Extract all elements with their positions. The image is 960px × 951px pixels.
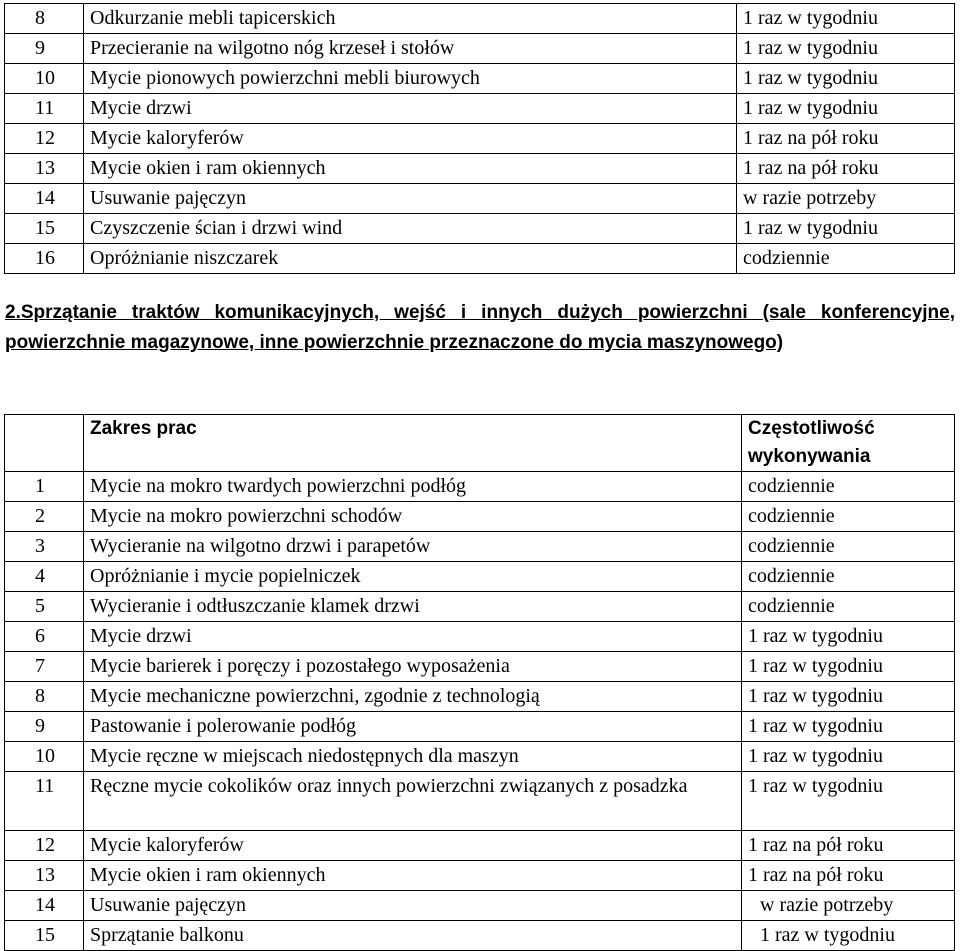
frequency-cell: 1 raz na pół roku [737,154,955,184]
cleaning-schedule-table-2 [4,414,955,951]
task-cell: Odkurzanie mebli tapicerskich [84,4,737,34]
frequency-cell: 1 raz na pół roku [742,831,955,861]
row-number: 11 [5,94,84,124]
row-number: 11 [5,772,84,831]
header-scope: Zakres prac [84,415,742,472]
table-row [5,502,955,532]
table-row [5,34,955,64]
row-number: 7 [5,652,84,682]
row-number: 12 [5,124,84,154]
frequency-cell: codziennie [742,502,955,532]
row-number: 8 [5,682,84,712]
frequency-cell: 1 raz w tygodniu [742,772,955,831]
table-header-row [5,415,955,472]
row-number: 1 [5,472,84,502]
row-number: 3 [5,532,84,562]
frequency-cell: 1 raz w tygodniu [742,921,955,951]
table-row [5,214,955,244]
frequency-cell: w razie potrzeby [737,184,955,214]
frequency-cell: codziennie [742,472,955,502]
task-cell: Ręczne mycie cokolików oraz innych powierzchni związanych z posadzka [84,772,742,831]
task-cell: Mycie na mokro twardych powierzchni podłóg [84,472,742,502]
row-number: 6 [5,622,84,652]
table-row [5,891,955,921]
frequency-cell: 1 raz w tygodniu [742,712,955,742]
frequency-cell: 1 raz w tygodniu [737,4,955,34]
table-row [5,861,955,891]
header-frequency: Częstotliwość wykonywania [742,415,955,472]
frequency-cell: 1 raz w tygodniu [742,622,955,652]
row-number: 9 [5,712,84,742]
task-cell: Mycie drzwi [84,622,742,652]
table-row [5,94,955,124]
task-cell: Usuwanie pajęczyn [84,891,742,921]
header-number-cell [5,415,84,472]
row-number: 4 [5,562,84,592]
table-row [5,154,955,184]
row-number: 12 [5,831,84,861]
row-number: 8 [5,4,84,34]
frequency-cell: 1 raz w tygodniu [737,64,955,94]
task-cell: Opróżnianie niszczarek [84,244,737,274]
frequency-cell: 1 raz na pół roku [737,124,955,154]
table-row [5,831,955,861]
table-row [5,742,955,772]
frequency-cell: 1 raz w tygodniu [742,742,955,772]
row-number: 15 [5,921,84,951]
row-number: 10 [5,742,84,772]
row-number: 16 [5,244,84,274]
row-number: 14 [5,891,84,921]
frequency-cell: codziennie [742,592,955,622]
row-number: 13 [5,861,84,891]
frequency-cell: 1 raz na pół roku [742,861,955,891]
task-cell: Mycie mechaniczne powierzchni, zgodnie z technologią [84,682,742,712]
task-cell: Usuwanie pajęczyn [84,184,737,214]
task-cell: Mycie pionowych powierzchni mebli biurowych [84,64,737,94]
table-row [5,244,955,274]
table-row [5,64,955,94]
frequency-cell: 1 raz w tygodniu [742,682,955,712]
task-cell: Czyszczenie ścian i drzwi wind [84,214,737,244]
frequency-cell: 1 raz w tygodniu [737,34,955,64]
row-number: 5 [5,592,84,622]
cleaning-schedule-table-1 [4,3,955,274]
frequency-cell: 1 raz w tygodniu [742,652,955,682]
table-row [5,4,955,34]
table-row [5,562,955,592]
row-number: 13 [5,154,84,184]
frequency-cell: 1 raz w tygodniu [737,214,955,244]
table-row [5,532,955,562]
task-cell: Przecieranie na wilgotno nóg krzeseł i stołów [84,34,737,64]
task-cell: Mycie kaloryferów [84,831,742,861]
task-cell: Mycie na mokro powierzchni schodów [84,502,742,532]
task-cell: Mycie okien i ram okiennych [84,861,742,891]
task-cell: Wycieranie i odtłuszczanie klamek drzwi [84,592,742,622]
table-row [5,712,955,742]
frequency-cell: w razie potrzeby [742,891,955,921]
task-cell: Mycie ręczne w miejscach niedostępnych dla maszyn [84,742,742,772]
frequency-cell: codziennie [737,244,955,274]
row-number: 10 [5,64,84,94]
task-cell: Pastowanie i polerowanie podłóg [84,712,742,742]
frequency-cell: codziennie [742,562,955,592]
row-number: 15 [5,214,84,244]
task-cell: Mycie drzwi [84,94,737,124]
table-row [5,921,955,951]
row-number: 14 [5,184,84,214]
task-cell: Mycie okien i ram okiennych [84,154,737,184]
table-row [5,652,955,682]
table-row [5,124,955,154]
row-number: 9 [5,34,84,64]
table-row [5,472,955,502]
task-cell: Wycieranie na wilgotno drzwi i parapetów [84,532,742,562]
table-row [5,772,955,831]
frequency-cell: 1 raz w tygodniu [737,94,955,124]
table-row [5,592,955,622]
task-cell: Mycie kaloryferów [84,124,737,154]
table-row [5,682,955,712]
frequency-cell: codziennie [742,532,955,562]
row-number: 2 [5,502,84,532]
table-row [5,622,955,652]
section-2-heading: 2.Sprzątanie traktów komunikacyjnych, wejść i innych dużych powierzchni (sale konferencyjne, powierzchnie magazynowe, inne powierzchnie przeznaczone do mycia maszynowego) [5,302,955,353]
table-row [5,184,955,214]
task-cell: Sprzątanie balkonu [84,921,742,951]
task-cell: Opróżnianie i mycie popielniczek [84,562,742,592]
task-cell: Mycie barierek i poręczy i pozostałego wyposażenia [84,652,742,682]
